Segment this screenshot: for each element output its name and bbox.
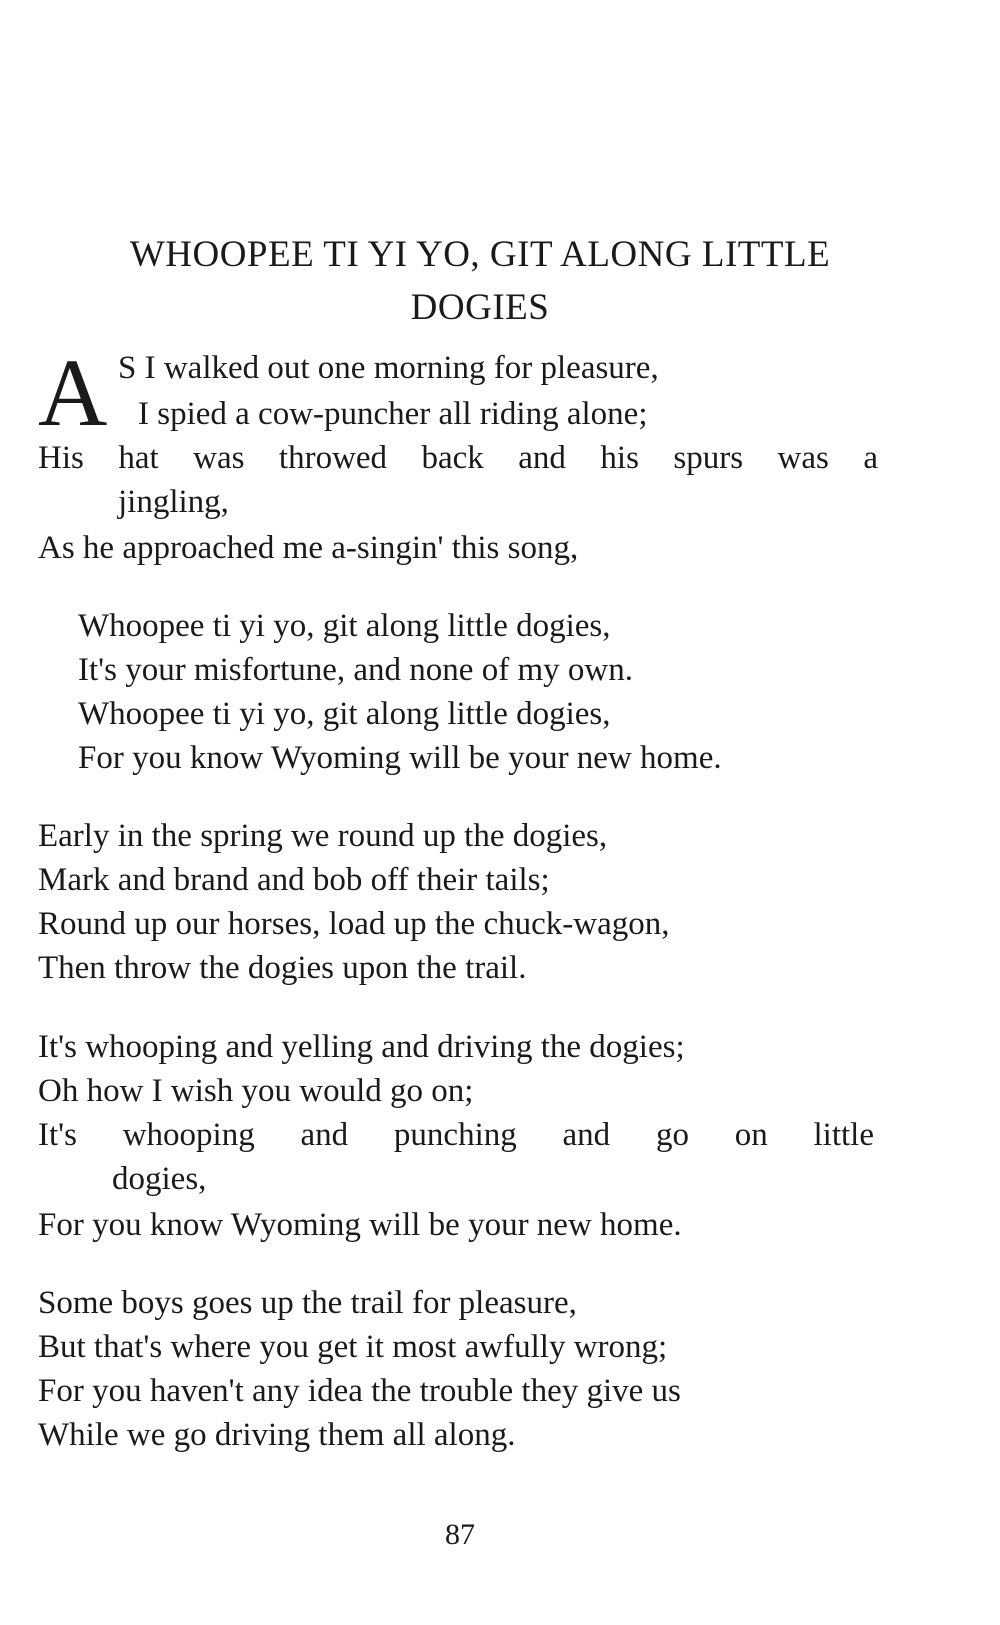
stanza3-line-3-continuation: dogies,	[112, 1161, 207, 1197]
stanza4-line-2: But that's where you get it most awfully wrong;	[38, 1329, 668, 1365]
stanza3-line-2: Oh how I wish you would go on;	[38, 1073, 474, 1109]
title-line-2: DOGIES	[410, 287, 550, 328]
chorus-line-4: For you know Wyoming will be your new home.	[78, 740, 722, 776]
stanza2-line-2: Mark and brand and bob off their tails;	[38, 862, 550, 898]
stanza1-line-4: As he approached me a-singin' this song,	[38, 530, 579, 566]
title-line-1: WHOOPEE TI YI YO, GIT ALONG LITTLE	[129, 234, 831, 275]
drop-cap: A	[38, 339, 108, 446]
stanza2-line-4: Then throw the dogies upon the trail.	[38, 950, 527, 986]
stanza1-line-3: His hat was throwed back and his spurs was a	[38, 440, 878, 476]
stanza1-line-2: I spied a cow-puncher all riding alone;	[138, 396, 648, 432]
chorus-line-1: Whoopee ti yi yo, git along little dogies,	[78, 608, 611, 644]
stanza2-line-1: Early in the spring we round up the dogies,	[38, 818, 608, 854]
stanza1-line-1: S I walked out one morning for pleasure,	[118, 350, 659, 386]
stanza4-line-4: While we go driving them all along.	[38, 1417, 516, 1453]
stanza4-line-3: For you haven't any idea the trouble they give us	[38, 1373, 681, 1409]
chorus-line-3: Whoopee ti yi yo, git along little dogies,	[78, 696, 611, 732]
poem-title	[40, 228, 920, 334]
stanza1-line-3-continuation: jingling,	[118, 484, 229, 520]
stanza4-line-1: Some boys goes up the trail for pleasure,	[38, 1285, 577, 1321]
stanza3-line-1: It's whooping and yelling and driving the dogies;	[38, 1029, 685, 1065]
stanza3-line-4: For you know Wyoming will be your new home.	[38, 1207, 682, 1243]
stanza3-line-3: It's whooping and punching and go on little	[38, 1117, 874, 1153]
chorus-line-2: It's your misfortune, and none of my own.	[78, 652, 633, 688]
page-number: 87	[445, 1518, 475, 1551]
stanza2-line-3: Round up our horses, load up the chuck-wagon,	[38, 906, 670, 942]
